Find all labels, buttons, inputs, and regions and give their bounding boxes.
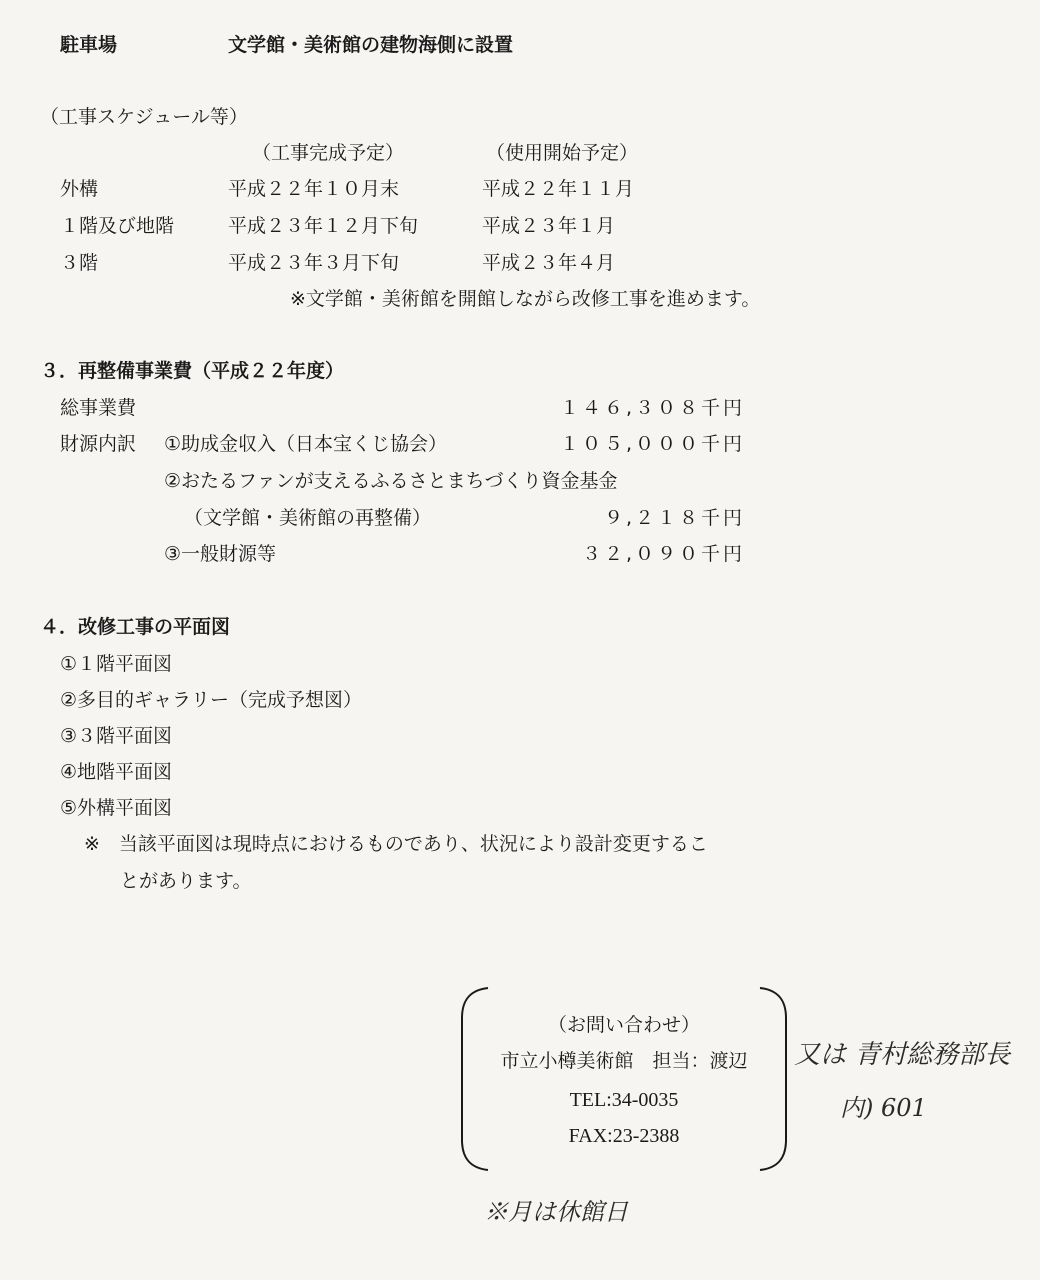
budget-total-label: 総事業費 (60, 397, 137, 419)
schedule-row-start: 平成２３年１月 (482, 215, 616, 237)
budget-item2-label: ②おたるファンが支えるふるさとまちづくり資金基金 (164, 470, 618, 492)
schedule-row-name: ３階 (60, 252, 99, 274)
schedule-row-name: 外構 (60, 178, 99, 200)
schedule-col-complete: （工事完成予定） (252, 142, 405, 164)
schedule-col-start: （使用開始予定） (486, 142, 639, 164)
schedule-row-start: 平成２３年４月 (482, 252, 616, 274)
budget-total-value: １４６,３０８千円 (559, 397, 745, 419)
budget-item1-label: ①助成金収入（日本宝くじ協会） (164, 433, 448, 455)
budget-item3-label: ③一般財源等 (164, 543, 277, 565)
schedule-row-complete: 平成２２年１０月末 (228, 178, 400, 200)
contact-tel: TEL:34-0035 (569, 1089, 679, 1111)
budget-item1-value: １０５,０００千円 (559, 433, 745, 455)
plans-item: ④地階平面図 (60, 761, 173, 783)
plans-item: ②多目的ギャラリー（完成予想図） (60, 689, 363, 711)
budget-source-label: 財源内訳 (60, 433, 137, 455)
budget-heading: ３．再整備事業費（平成２２年度） (40, 360, 345, 382)
contact-heading: （お問い合わせ） (547, 1014, 700, 1036)
schedule-row-start: 平成２２年１１月 (482, 178, 635, 200)
contact-fax: FAX:23-2388 (568, 1125, 680, 1147)
plans-note-line2: とがあります。 (120, 870, 252, 892)
budget-item2-value: ９,２１８千円 (603, 507, 745, 529)
budget-item2-sub: （文学館・美術館の再整備） (184, 507, 432, 529)
plans-item: ①１階平面図 (60, 653, 173, 675)
plans-item: ③３階平面図 (60, 725, 173, 747)
schedule-row-complete: 平成２３年３月下旬 (228, 252, 400, 274)
plans-note-line1: ※ 当該平面図は現時点におけるものであり、状況により設計変更するこ (84, 833, 708, 855)
budget-item3-value: ３２,０９０千円 (581, 543, 745, 565)
handwritten-note-right-2: 内) 601 (840, 1094, 927, 1122)
schedule-row-complete: 平成２３年１２月下旬 (228, 215, 419, 237)
parking-text: 文学館・美術館の建物海側に設置 (228, 34, 514, 56)
schedule-note: ※文学館・美術館を開館しながら改修工事を進めます。 (290, 288, 761, 310)
handwritten-note-bottom: ※月は休館日 (484, 1198, 628, 1226)
contact-org: 市立小樽美術館 担当：渡辺 (500, 1050, 748, 1072)
schedule-heading: （工事スケジュール等） (40, 106, 248, 128)
parking-label: 駐車場 (60, 34, 118, 56)
handwritten-note-right-1: 又は 青村総務部長 (794, 1040, 1011, 1070)
plans-item: ⑤外構平面図 (60, 797, 173, 819)
plans-heading: ４．改修工事の平面図 (40, 616, 231, 638)
schedule-row-name: １階及び地階 (60, 215, 175, 237)
